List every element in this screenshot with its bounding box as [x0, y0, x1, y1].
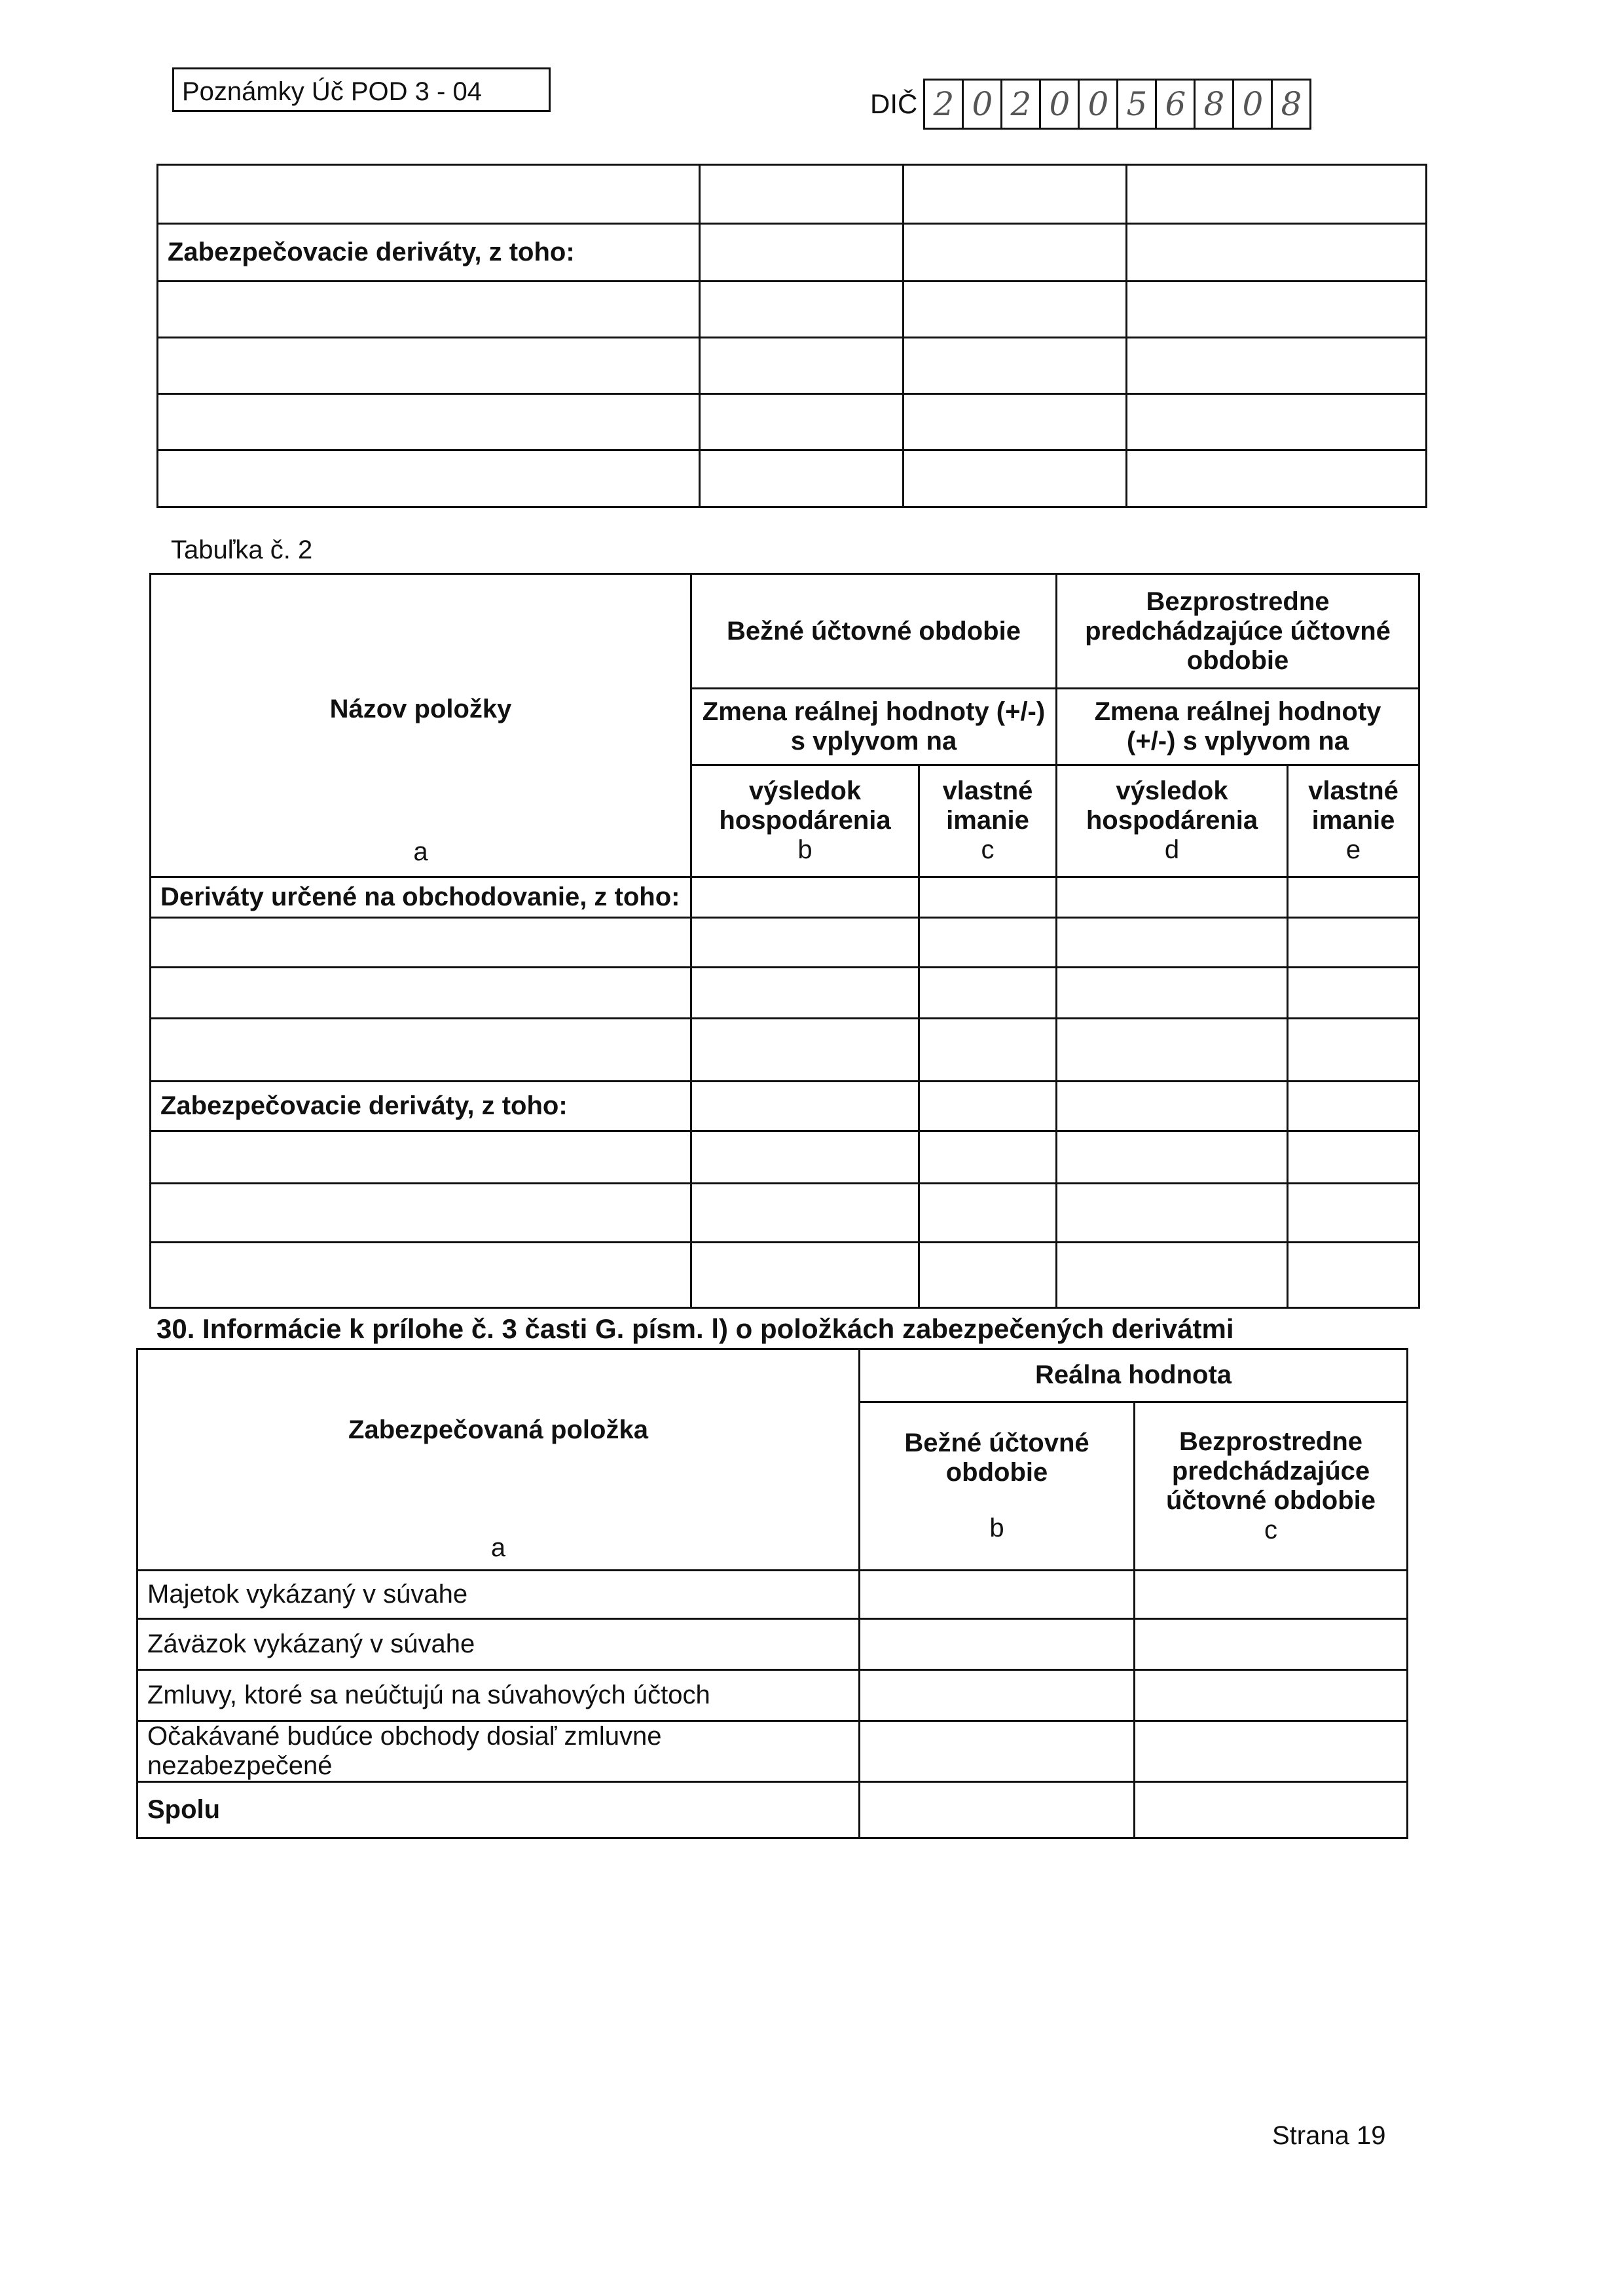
dic-field — [870, 79, 1311, 130]
dic-digit: 0 — [962, 79, 1002, 130]
result-header-d — [1057, 765, 1288, 877]
value-cell[interactable] — [700, 394, 904, 450]
col-letter: a — [490, 1533, 506, 1562]
value-cell[interactable] — [904, 224, 1127, 282]
table-row — [151, 918, 1419, 968]
col-letter: c — [1264, 1515, 1277, 1544]
sub-result-label: výsledok hospodárenia — [1086, 776, 1258, 835]
value-cell[interactable] — [1127, 394, 1427, 450]
dic-digit: 0 — [1078, 79, 1118, 130]
table-row — [158, 165, 1427, 224]
current-period-header — [860, 1402, 1135, 1570]
value-cell[interactable] — [1288, 918, 1419, 968]
table-row — [137, 1670, 1408, 1721]
col-item-label: Zabezpečovaná položka — [348, 1415, 648, 1444]
value-cell[interactable] — [700, 450, 904, 507]
current-period-label: Bežné účtovné obdobie — [904, 1429, 1089, 1487]
value-cell[interactable] — [919, 1243, 1057, 1308]
row-label — [151, 1131, 691, 1184]
table-row — [151, 1131, 1419, 1184]
sub-equity-label: vlastné imanie — [942, 776, 1033, 835]
result-header-b — [691, 765, 919, 877]
value-cell[interactable] — [691, 877, 919, 918]
row-label: Majetok vykázaný v súvahe — [137, 1571, 860, 1619]
value-cell[interactable] — [691, 1184, 919, 1243]
value-cell[interactable] — [691, 1082, 919, 1131]
value-cell[interactable] — [1057, 1082, 1288, 1131]
value-cell[interactable] — [691, 1019, 919, 1082]
value-cell[interactable] — [700, 224, 904, 282]
row-label — [158, 282, 700, 338]
value-cell[interactable] — [860, 1571, 1135, 1619]
previous-period-header: Bezprostredne predchádzajúce účtovné obdobie — [1057, 574, 1419, 689]
value-cell[interactable] — [904, 165, 1127, 224]
dic-digit: 8 — [1271, 79, 1311, 130]
row-label — [151, 918, 691, 968]
col-letter: b — [797, 835, 813, 865]
fair-value-header: Reálna hodnota — [860, 1349, 1408, 1402]
table-row — [158, 338, 1427, 394]
dic-digit: 5 — [1116, 79, 1157, 130]
value-cell[interactable] — [1057, 918, 1288, 968]
table-row — [158, 450, 1427, 507]
value-cell[interactable] — [1288, 1131, 1419, 1184]
col-letter: d — [1164, 835, 1180, 865]
table-row — [151, 1243, 1419, 1308]
row-label: Zmluvy, ktoré sa neúčtujú na súvahových účtoch — [137, 1670, 860, 1721]
page-number: Strana 19 — [1272, 2121, 1386, 2150]
col-letter: b — [989, 1514, 1004, 1543]
col-letter: e — [1345, 835, 1361, 865]
value-cell[interactable] — [860, 1619, 1135, 1670]
table-row — [137, 1782, 1408, 1838]
value-cell[interactable] — [1057, 1131, 1288, 1184]
row-label — [158, 338, 700, 394]
value-cell[interactable] — [919, 1082, 1057, 1131]
table-row — [151, 1019, 1419, 1082]
sub-equity-label: vlastné imanie — [1308, 776, 1398, 835]
table-row — [151, 877, 1419, 918]
value-cell[interactable] — [1288, 1082, 1419, 1131]
value-cell[interactable] — [1288, 968, 1419, 1019]
dic-digit: 0 — [1039, 79, 1080, 130]
value-cell[interactable] — [700, 282, 904, 338]
value-cell[interactable] — [1057, 968, 1288, 1019]
dic-digit: 2 — [1000, 79, 1041, 130]
value-cell[interactable] — [1127, 338, 1427, 394]
dic-digit: 0 — [1232, 79, 1273, 130]
value-cell[interactable] — [691, 968, 919, 1019]
value-cell[interactable] — [919, 1019, 1057, 1082]
dic-digit: 6 — [1155, 79, 1196, 130]
value-cell[interactable] — [1288, 1019, 1419, 1082]
value-cell[interactable] — [1127, 282, 1427, 338]
col-letter: c — [981, 835, 995, 865]
table-row — [151, 968, 1419, 1019]
value-cell[interactable] — [904, 338, 1127, 394]
value-cell[interactable] — [1127, 224, 1427, 282]
table-2 — [149, 573, 1420, 1309]
col-name-header — [151, 574, 691, 877]
value-cell[interactable] — [1288, 1184, 1419, 1243]
dic-label: DIČ — [870, 88, 918, 119]
value-cell[interactable] — [904, 394, 1127, 450]
value-cell[interactable] — [1288, 1243, 1419, 1308]
table-1 — [156, 164, 1427, 508]
value-cell[interactable] — [904, 450, 1127, 507]
row-label — [158, 450, 700, 507]
change-current-header: Zmena reálnej hodnoty (+/-) s vplyvom na — [691, 689, 1057, 765]
dic-digit: 2 — [923, 79, 964, 130]
value-cell[interactable] — [919, 968, 1057, 1019]
row-label: Zabezpečovacie deriváty, z toho: — [158, 224, 700, 282]
value-cell[interactable] — [691, 918, 919, 968]
row-label — [151, 1184, 691, 1243]
value-cell[interactable] — [860, 1670, 1135, 1721]
table-row — [158, 224, 1427, 282]
sub-result-label: výsledok hospodárenia — [719, 776, 891, 835]
value-cell[interactable] — [1057, 1019, 1288, 1082]
table-row — [158, 394, 1427, 450]
col-letter: a — [413, 837, 428, 866]
table-row — [151, 1184, 1419, 1243]
value-cell[interactable] — [691, 1243, 919, 1308]
previous-period-label: Bezprostredne predchádzajúce účtovné obdobie — [1166, 1427, 1376, 1515]
value-cell[interactable] — [1135, 1721, 1408, 1782]
change-previous-header: Zmena reálnej hodnoty (+/-) s vplyvom na — [1057, 689, 1419, 765]
value-cell[interactable] — [1135, 1670, 1408, 1721]
col-name-label: Názov položky — [329, 695, 512, 723]
value-cell[interactable] — [1127, 165, 1427, 224]
row-label — [151, 1243, 691, 1308]
form-label: Poznámky Úč POD 3 - 04 — [172, 67, 551, 112]
value-cell[interactable] — [700, 165, 904, 224]
value-cell[interactable] — [919, 1131, 1057, 1184]
value-cell[interactable] — [1057, 1243, 1288, 1308]
table-row — [137, 1721, 1408, 1782]
equity-header-c — [919, 765, 1057, 877]
row-label: Očakávané budúce obchody dosiaľ zmluvne nezabezpečené — [137, 1721, 860, 1782]
value-cell[interactable] — [1127, 450, 1427, 507]
value-cell[interactable] — [1057, 877, 1288, 918]
value-cell[interactable] — [919, 1184, 1057, 1243]
value-cell[interactable] — [1135, 1571, 1408, 1619]
row-label: Spolu — [137, 1782, 860, 1838]
table-3 — [136, 1348, 1408, 1839]
table-row — [151, 1082, 1419, 1131]
row-label: Záväzok vykázaný v súvahe — [137, 1619, 860, 1670]
value-cell[interactable] — [691, 1131, 919, 1184]
table-2-caption: Tabuľka č. 2 — [171, 536, 313, 564]
value-cell[interactable] — [1288, 877, 1419, 918]
equity-header-e — [1288, 765, 1419, 877]
value-cell[interactable] — [860, 1721, 1135, 1782]
previous-period-header — [1135, 1402, 1408, 1570]
row-label: Zabezpečovacie deriváty, z toho: — [151, 1082, 691, 1131]
row-label — [151, 1019, 691, 1082]
current-period-header: Bežné účtovné obdobie — [691, 574, 1057, 689]
section-30-title: 30. Informácie k prílohe č. 3 časti G. písm. l) o položkách zabezpečených derivátmi — [156, 1313, 1234, 1344]
value-cell[interactable] — [860, 1782, 1135, 1838]
row-label: Deriváty určené na obchodovanie, z toho: — [151, 877, 691, 918]
value-cell[interactable] — [1135, 1782, 1408, 1838]
table-row — [158, 282, 1427, 338]
row-label — [158, 165, 700, 224]
table-row — [137, 1619, 1408, 1670]
value-cell[interactable] — [1135, 1619, 1408, 1670]
value-cell[interactable] — [1057, 1184, 1288, 1243]
table-row — [137, 1571, 1408, 1619]
value-cell[interactable] — [700, 338, 904, 394]
row-label — [151, 968, 691, 1019]
value-cell[interactable] — [919, 918, 1057, 968]
dic-digit: 8 — [1194, 79, 1234, 130]
value-cell[interactable] — [904, 282, 1127, 338]
col-item-header — [137, 1349, 860, 1571]
value-cell[interactable] — [919, 877, 1057, 918]
row-label — [158, 394, 700, 450]
